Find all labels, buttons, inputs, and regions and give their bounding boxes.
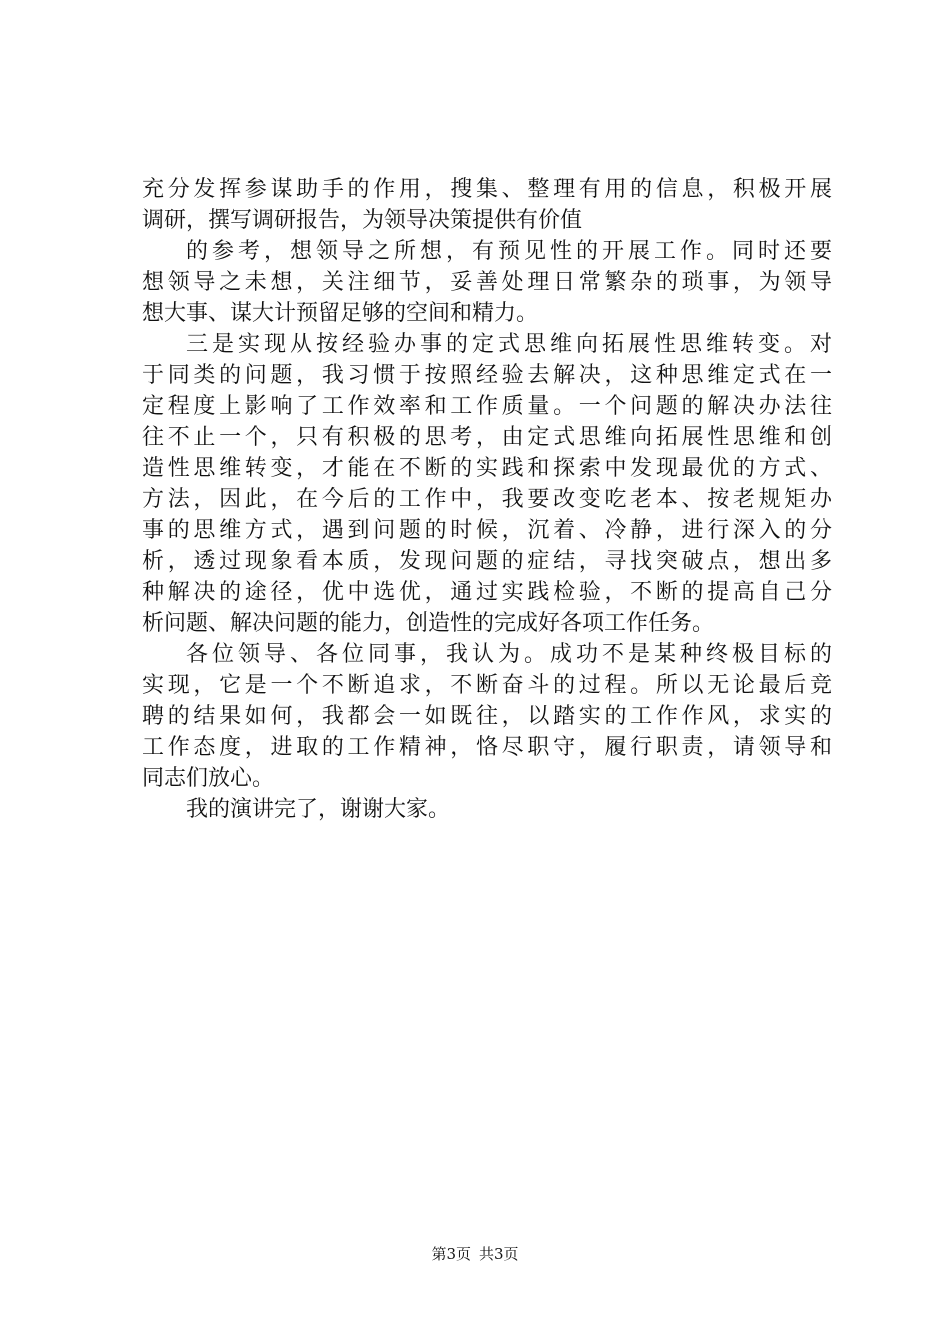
text-line: 往不止一个，只有积极的思考，由定式思维向拓展性思维和创 xyxy=(142,425,832,450)
text-line: 聘的结果如何，我都会一如既往，以踏实的工作作风，求实的 xyxy=(142,704,832,729)
text-line: 想领导之未想，关注细节，妥善处理日常繁杂的琐事，为领导 xyxy=(142,270,832,295)
text-line: 方法，因此，在今后的工作中，我要改变吃老本、按老规矩办 xyxy=(142,487,832,512)
document-body xyxy=(142,174,832,825)
text-line: 充分发挥参谋助手的作用，搜集、整理有用的信息，积极开展 xyxy=(142,177,832,202)
text-line: 想大事、谋大计预留足够的空间和精力。 xyxy=(142,301,539,326)
text-line: 实现，它是一个不断追求，不断奋斗的过程。所以无论最后竞 xyxy=(142,673,832,698)
text-line: 事的思维方式，遇到问题的时候，沉着、冷静，进行深入的分 xyxy=(142,518,832,543)
text-line: 的参考，想领导之所想，有预见性的开展工作。同时还要 xyxy=(186,239,832,264)
text-line: 于同类的问题，我习惯于按照经验去解决，这种思维定式在一 xyxy=(142,363,832,388)
page-footer xyxy=(0,1244,950,1264)
page-number-total: 共3页 xyxy=(479,1245,519,1263)
text-line: 工作态度，进取的工作精神，恪尽职守，履行职责，请领导和 xyxy=(142,735,832,760)
page-number-current: 第3页 xyxy=(431,1245,471,1263)
text-line: 调研，撰写调研报告，为领导决策提供有价值 xyxy=(142,208,583,233)
text-line: 三是实现从按经验办事的定式思维向拓展性思维转变。对 xyxy=(186,332,832,357)
text-line: 造性思维转变，才能在不断的实践和探索中发现最优的方式、 xyxy=(142,456,832,481)
text-line: 种解决的途径，优中选优，通过实践检验，不断的提高自己分 xyxy=(142,580,832,605)
text-line: 定程度上影响了工作效率和工作质量。一个问题的解决办法往 xyxy=(142,394,832,419)
text-line: 析问题、解决问题的能力，创造性的完成好各项工作任务。 xyxy=(142,611,715,636)
text-line: 析，透过现象看本质，发现问题的症结，寻找突破点，想出多 xyxy=(142,549,832,574)
text-line: 我的演讲完了，谢谢大家。 xyxy=(186,797,451,822)
text-line: 各位领导、各位同事，我认为。成功不是某种终极目标的 xyxy=(186,642,832,667)
text-line: 同志们放心。 xyxy=(142,766,275,791)
